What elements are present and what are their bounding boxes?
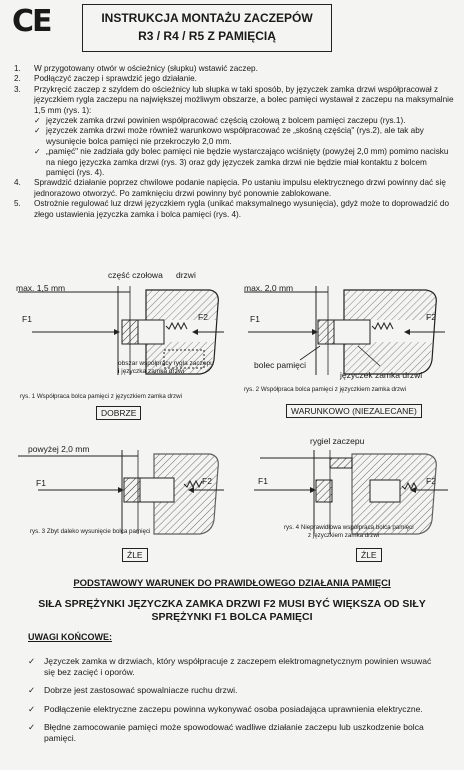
fig3-f1-label: F1 <box>36 478 46 488</box>
fig3-verdict: ŹLE <box>122 548 148 562</box>
fig4-verdict: ŹLE <box>356 548 382 562</box>
fig1-door-label: drzwi <box>176 270 196 280</box>
sub-text: „pamięć" nie zadziała gdy bolec pamięci nie będzie wystarczająco wciśnięty (powyżej 2,0 mm) pomimo nacisku na niego języczka zamka drzwi (rys. 3) oraz gdy języczek zamka drzwi nie będzie miał kontaktu z bolcem pamięci (rys. 4). <box>46 147 449 178</box>
step-3-sub-3 <box>14 147 454 178</box>
check-icon: ✓ <box>28 722 36 733</box>
step-text: Przykręcić zaczep z szyldem do ościeżnicy lub słupka w taki sposób, by języczek zamka drzwi współpracował z języczkiem rygla zaczepu na największej możliwym obszarze, a bolec pamięci wystawał z zaczepu na maksymalnie 1,5 mm (rys. 1): <box>34 84 454 115</box>
note-text: Dobrze jest zastosować spowalniacze ruchu drzwi. <box>44 685 238 696</box>
note-item <box>28 656 438 677</box>
step-1 <box>14 64 454 74</box>
notes-list <box>28 656 438 752</box>
notes-title: UWAGI KOŃCOWE: <box>28 632 112 642</box>
ce-mark: CE <box>12 4 51 39</box>
fig2-f1-label: F1 <box>250 314 260 324</box>
check-icon: ✓ <box>28 685 36 696</box>
note-text: Podłączenie elektryczne zaczepu powinna wykonywać osoba posiadająca uprawnienia elektryczne. <box>44 703 423 714</box>
step-text: Podłączyć zaczep i sprawdzić jego działanie. <box>34 74 197 84</box>
title-line-1: INSTRUKCJA MONTAŻU ZACZEPÓW <box>101 11 313 25</box>
step-number: 5. <box>14 199 21 209</box>
sub-text: języczek zamka drzwi może również warunkowo współpracować ze „skośną częścią" (rys.2), ale tak aby wysunięcie bolca pamięci nie przekroczyło 2,0 mm. <box>46 126 424 146</box>
note-text: Błędne zamocowanie pamięci może spowodować wadliwe działanie zaczepu lub uszkodzenie bolca pamięci. <box>44 722 424 743</box>
step-3 <box>14 85 454 116</box>
fig4-f2-label: F2 <box>426 476 436 486</box>
sub-text: języczek zamka drzwi powinien współpracować częścią czołową z bolcem pamięci zaczepu (rys.1). <box>46 116 406 126</box>
step-2 <box>14 74 454 84</box>
fig1-max-label: max. 1,5 mm <box>16 283 66 293</box>
fig2-verdict: WARUNKOWO (NIEZALECANE) <box>286 404 422 418</box>
check-icon: ✓ <box>28 703 36 714</box>
fig1-front-label: część czołowa <box>108 270 163 280</box>
step-5 <box>14 199 454 220</box>
fig2-caption: rys. 2 Współpraca bolca pamięci z języczkiem zamka drzwi <box>244 386 406 393</box>
step-number: 4. <box>14 178 21 188</box>
note-item <box>28 704 438 715</box>
fig3-max-label: powyżej 2,0 mm <box>28 444 90 454</box>
note-item <box>28 722 438 743</box>
step-number: 2. <box>14 74 21 84</box>
check-icon: ✓ <box>34 116 41 126</box>
fig4-bolt-label: rygiel zaczepu <box>310 436 365 446</box>
fig1-area-label: obszar współpracy rygla zaczepu i języczka zamka drzwi <box>118 360 214 375</box>
step-number: 1. <box>14 64 21 73</box>
steps-list <box>14 64 454 220</box>
fig1-f2-label: F2 <box>198 312 208 322</box>
step-text: Sprawdzić działanie poprzez chwilowe podanie napięcia. Po ustaniu impulsu elektrycznego drzwi powinny dać się jednorazowo otworzyć. Po zamknięciu drzwi powinny być ponownie zablokowane. <box>34 178 446 198</box>
fig2-tongue-label: języczek zamka drzwi <box>340 370 423 380</box>
step-3-sub-1 <box>14 116 454 126</box>
fig2-pin-label: bolec pamięci <box>254 360 306 370</box>
step-number: 3. <box>14 84 21 94</box>
title-line-2: R3 / R4 / R5 Z PAMIĘCIĄ <box>138 29 276 43</box>
step-text: Ostrożnie regulować luz drzwi języczkiem rygla (unikać maksymalnego wysunięcia), gdyż może to doprowadzić do złego ustawienia języczka zamka i bolca pamięci (rys. 4). <box>34 199 449 219</box>
fig2-f2-label: F2 <box>426 312 436 322</box>
check-icon: ✓ <box>34 126 41 136</box>
fig4-f1-label: F1 <box>258 476 268 486</box>
step-3-sub-2 <box>14 126 454 147</box>
note-item <box>28 685 438 696</box>
fig1-f1-label: F1 <box>22 314 32 324</box>
figure-3-drawing <box>14 444 229 540</box>
step-4 <box>14 178 454 199</box>
condition-text: SIŁA SPRĘŻYNKI JĘZYCZKA ZAMKA DRZWI F2 MUSI BYĆ WIĘKSZA OD SIŁY SPRĘŻYNKI F1 BOLCA PAMIĘCI <box>38 598 426 623</box>
check-icon: ✓ <box>34 147 41 157</box>
step-text: W przygotowany otwór w ościeżnicy (słupku) wstawić zaczep. <box>34 64 258 73</box>
title-box <box>82 4 332 52</box>
note-text: Języczek zamka w drzwiach, który współpracuje z zaczepem elektromagnetycznym powinien wsuwać się bez zacięć i oporów. <box>44 656 432 677</box>
check-icon: ✓ <box>28 656 36 666</box>
fig2-max-label: max. 2,0 mm <box>244 283 294 293</box>
fig3-caption: rys. 3 Zbyt daleko wysunięcie bolca pamięci <box>30 528 151 535</box>
fig4-caption-line-2: z języczkiem zamka drzwi <box>308 532 380 539</box>
fig4-caption-line-1: rys. 4 Nieprawidłowa współpraca bolca pamięci <box>284 524 414 531</box>
fig3-f2-label: F2 <box>202 476 212 486</box>
fig1-caption: rys. 1 Współpraca bolca pamięci z języczkiem zamka drzwi <box>20 393 182 400</box>
condition-title: PODSTAWOWY WARUNEK DO PRAWIDŁOWEGO DZIAŁANIA PAMIĘCI <box>73 578 391 589</box>
fig1-verdict: DOBRZE <box>96 406 141 420</box>
